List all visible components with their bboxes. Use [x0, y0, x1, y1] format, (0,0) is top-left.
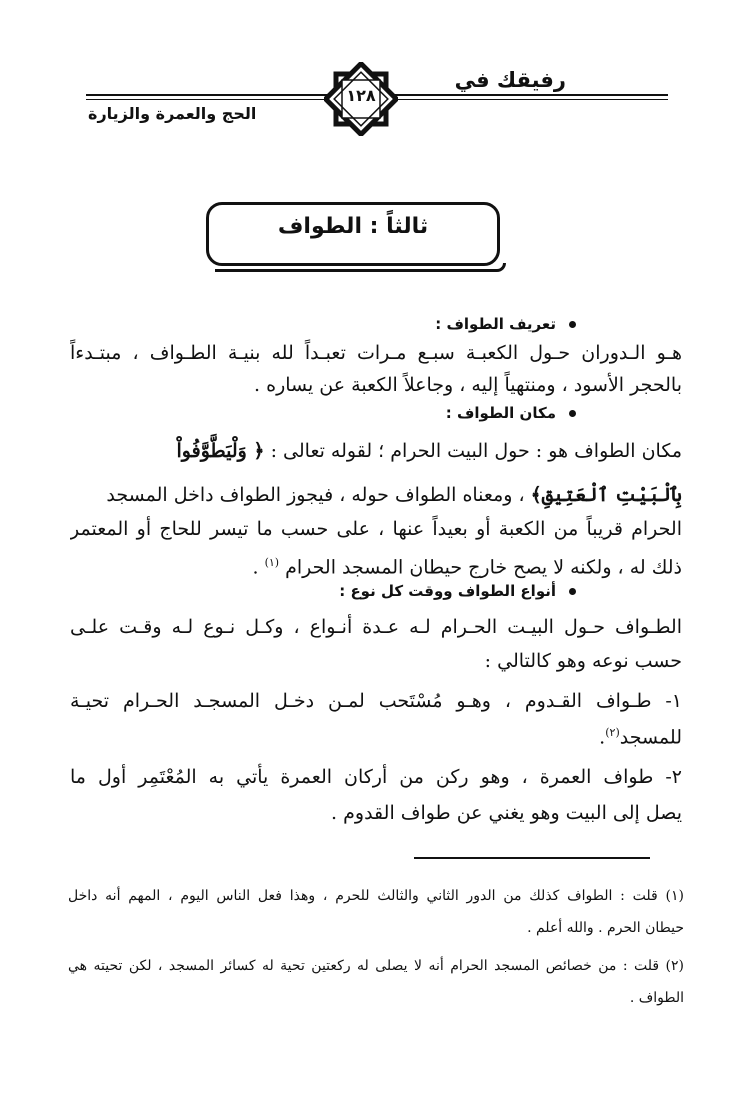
- sentence-end: .: [599, 726, 606, 749]
- list-item-line: [70, 718, 682, 752]
- paragraph-line: الحرام قريباً من الكعبة أو بعيداً عنها ، على حسب ما تيسر للحاج أو المعتمر: [70, 518, 682, 540]
- paragraph-line: هـو الـدوران حـول الكعبـة سبـع مـرات تعبـداً لله بنيـة الطـواف ، مبتـدءاً: [70, 342, 682, 364]
- section-title: ثالثاً : الطواف: [277, 214, 429, 239]
- book-title: رفيقك في: [454, 68, 566, 92]
- paragraph-text: للمسجد: [619, 726, 682, 749]
- footnote-ref: (١): [264, 556, 280, 569]
- book-subtitle: الحج والعمرة والزيارة: [88, 104, 257, 123]
- footnote-separator: [414, 857, 650, 859]
- list-item-line: ١- طـواف القـدوم ، وهـو مُسْتَحب لمـن دخـل المسجـد الحـرام تحيـة: [70, 690, 682, 712]
- quran-verse: بِٱلْبَيْتِ ٱلْعَتِيقِ﴾: [530, 484, 682, 506]
- footnote-ref: (٢): [605, 726, 620, 739]
- list-item-line: يصل إلى البيت وهو يغني عن طواف القدوم .: [331, 802, 682, 824]
- list-item-line: ٢- طواف العمرة ، وهو ركن من أركان العمرة يأتي به المُعْتَمِر أول ما: [70, 766, 682, 788]
- bullet-icon: [569, 321, 576, 328]
- heading-place: مكان الطواف :: [445, 404, 556, 422]
- heading-definition: تعريف الطواف :: [435, 315, 556, 333]
- quran-verse: ﴿ وَلْيَطَّوَّفُواْ: [176, 440, 265, 462]
- footnote-line: (٢) قلت : من خصائص المسجد الحرام أنه لا يصلى له ركعتين تحية له كسائر المسجد ، لكن تحيته هي: [68, 958, 684, 974]
- bullet-icon: [569, 410, 576, 417]
- paragraph-text: ، ومعناه الطواف حوله ، فيجوز الطواف داخل المسجد: [106, 484, 531, 506]
- paragraph-line: [70, 436, 682, 466]
- paragraph-line: [70, 480, 682, 510]
- page-number: ١٢٨: [346, 86, 376, 105]
- heading-types: أنواع الطواف ووقت كل نوع :: [339, 582, 556, 600]
- paragraph-line: بالحجر الأسود ، ومنتهياً إليه ، وجاعلاً الكعبة عن يساره .: [254, 374, 682, 396]
- bullet-icon: [569, 588, 576, 595]
- paragraph-text: مكان الطواف هو : حول البيت الحرام ؛ لقوله تعالى :: [264, 440, 682, 462]
- footnote-line: (١) قلت : الطواف كذلك من الدور الثاني والثالث للحرم ، وهذا فعل الناس اليوم ، المهم أنه داخل: [68, 888, 684, 904]
- footnote-line: حيطان الحرم . والله أعلم .: [527, 920, 684, 936]
- paragraph-line: الطـواف حـول البيـت الحـرام لـه عـدة أنـواع ، وكـل نـوع لـه وقـت علـى: [70, 616, 682, 638]
- sentence-end: .: [252, 556, 259, 579]
- paragraph-text: ذلك له ، ولكنه لا يصح خارج حيطان المسجد الحرام: [285, 556, 682, 579]
- paragraph-line: حسب نوعه وهو كالتالي :: [484, 650, 682, 672]
- footnote-line: الطواف .: [629, 990, 684, 1006]
